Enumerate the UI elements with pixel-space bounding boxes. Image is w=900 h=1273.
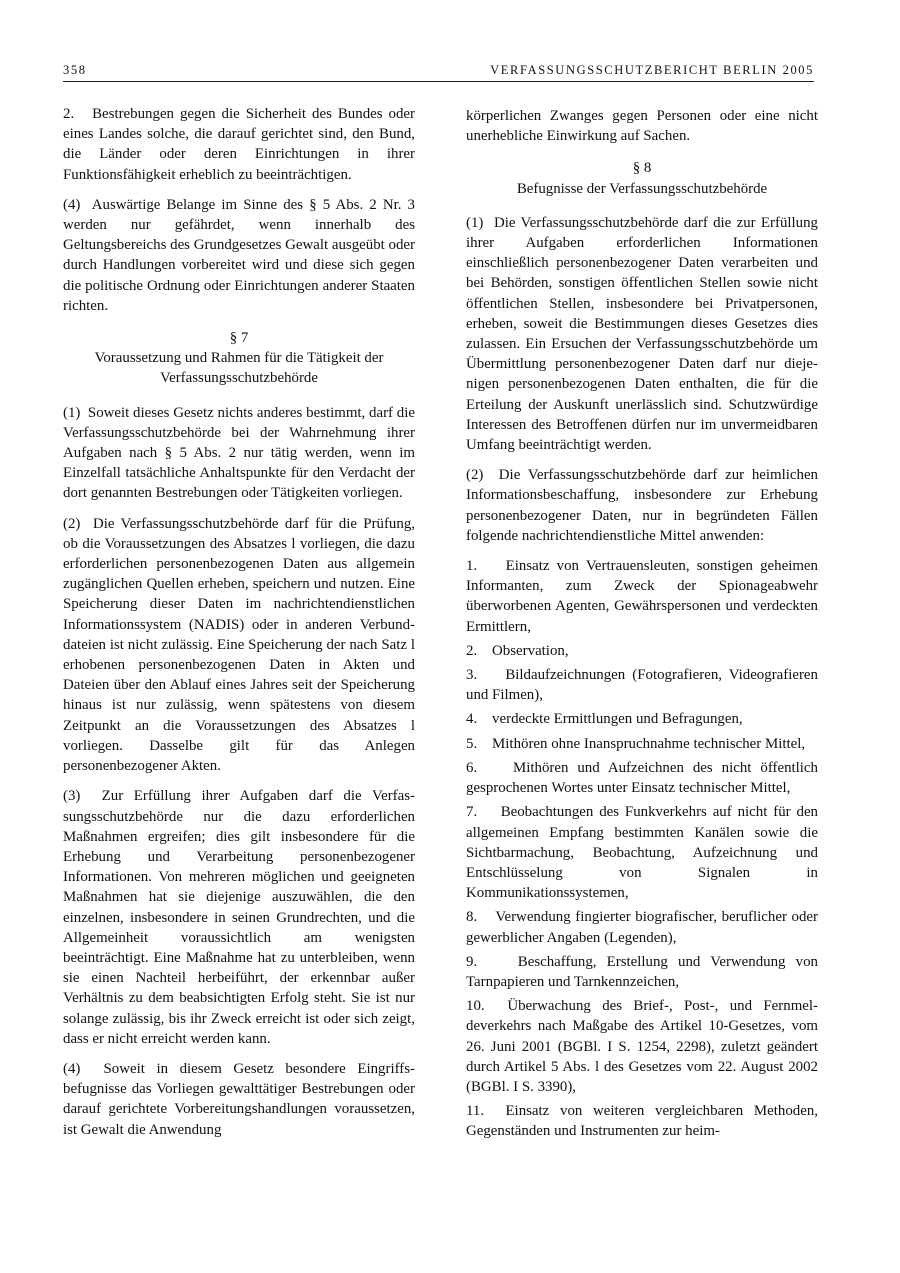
list-item: 7. Beobachtungen des Funkverkehrs auf nicht für den allgemeinen Empfang bestimmten Kanälen sowie die Sichtbarmachung, Beobachtung, Aufzeichnung und Entschlüsselung von Signalen in Kommunikationssystemen, [466, 804, 818, 902]
paragraph-continuation: körperlichen Zwanges gegen Personen oder eine nicht unerhebliche Einwirkung auf Sachen. [466, 108, 818, 145]
section-8-heading [466, 158, 818, 198]
section-7-heading [63, 328, 415, 389]
running-title: VERFASSUNGSSCHUTZBERICHT BERLIN 2005 [490, 63, 814, 77]
paragraph-8-2: (2) Die Verfassungsschutzbehörde darf zur heimlichen Informationsbeschaffung, insbesondere zur Erhebung personenbezogener Daten, nur in begründeten Fällen folgende nachrichtendienstliche Mittel anwenden: [466, 467, 818, 544]
paragraph-7-3: (3) Zur Erfüllung ihrer Aufgaben darf die Verfassungsschutzbehörde nur die dazu erforderlichen Maßnahmen ergreifen; dies gilt insbesondere für die Erhebung und Verarbeitung personenbezogener Informationen. Von mehreren möglichen und geeigneten Maßnahmen hat sie diejenige auszuwählen, die den einzelnen, insbesondere in seinen Grundrechten, und die Allgemeinheit voraussichtlich am wenigsten beeinträchtigt. Eine Maßnahme hat zu unterbleiben, wenn sie einen Nachteil herbeiführt, der erkennbar außer Verhältnis zu dem beabsichtigten Erfolg steht. Sie ist nur solange zulässig, bis ihr Zweck erreicht ist oder sich zeigt, dass er nicht erreicht werden kann. [63, 788, 415, 1047]
list-item: 8. Verwendung fingierter biografischer, beruflicher oder gewerblicher Angaben (Legenden), [466, 909, 818, 946]
list-item: 2. Observation, [466, 642, 569, 659]
section-8-title: Befugnisse der Verfassungsschutzbehörde [516, 180, 768, 197]
list-item: 1. Einsatz von Vertrauensleuten, sonstigen geheimen Informanten, zum Zweck der Spionageabwehr überworbenen Agenten, Gewährspersonen und verdeckten Ermittlern, [466, 558, 818, 635]
list-item: 5. Mithören ohne Inanspruchnahme technischer Mittel, [466, 735, 806, 752]
section-8-number: § 8 [632, 160, 652, 177]
paragraph-8-1: (1) Die Verfassungsschutzbehörde darf die zur Erfüllung ihrer Aufgaben erforderlichen Informationen einschließlich personenbezogener Daten verarbeiten und bei Behörden, sonstigen öffentlichen Stellen sowie nicht öffentlichen Stellen, insbesondere bei Privatpersonen, erheben, soweit die Bestimmungen dieses Gesetzes dies zulassen. Ein Ersuchen der Verfassungsschutzbehörde um Übermittlung personenbezogener Daten darf nur diejenigen personenbezogenen Daten enthalten, die für die Erteilung der Auskunft unerlässlich sind. Schutzwürdige Interessen des Betroffenen dürfen nur im unvermeidbaren Umfang beeinträchtigt werden. [466, 214, 818, 454]
section-7-number: § 7 [229, 330, 249, 347]
paragraph-7-1: (1) Soweit dieses Gesetz nichts anderes bestimmt, darf die Verfassungsschutzbehörde bei der Wahrnehmung ihrer Aufgaben nach § 5 Abs. 2 nur tätig werden, wenn im Einzelfall tatsächliche Anhaltspunkte für den Verdacht der dort genannten Bestrebungen oder Tätigkeiten vorliegen. [63, 404, 415, 502]
paragraph-7-4: (4) Soweit in diesem Gesetz besondere Eingriffsbefugnisse das Vorliegen gewalttätiger Bestrebungen oder darauf gerichtete Vorbereitungshandlungen voraussetzen, ist Gewalt die Anwendung [63, 1060, 415, 1138]
list-item: 9. Beschaffung, Erstellung und Verwendung von Tarnpapieren und Tarnkennzeichen, [466, 953, 818, 990]
right-column [466, 106, 818, 1146]
page-number: 358 [63, 63, 87, 77]
list-item: 6. Mithören und Aufzeichnen des nicht öffentlich gesprochenen Wortes unter Einsatz technischer Mittel, [466, 759, 818, 797]
list-item: 11. Einsatz von weiteren vergleichbaren Methoden, Gegenständen und Instrumenten zur heim- [466, 1103, 818, 1140]
left-column [63, 104, 415, 1150]
paragraph-item-2: 2. Bestrebungen gegen die Sicherheit des Bundes oder eines Landes solche, die darauf gerichtet sind, den Bund, die Länder oder deren Einrichtungen in ihrer Funktionsfähigkeit erheblich zu beeinträchtigen. [63, 106, 415, 183]
list-item: 4. verdeckte Ermittlungen und Befragungen, [466, 711, 743, 728]
paragraph-6-4: (4) Auswärtige Belange im Sinne des § 5 Abs. 2 Nr. 3 werden nur gefährdet, wenn innerhalb des Geltungsbereichs des Grundgesetzes Gewalt ausgeübt oder durch Handlungen vorbereitet wird und diese sich gegen die politische Ordnung oder Einrichtungen anderer Staaten richten. [63, 196, 415, 314]
running-header [63, 61, 814, 82]
list-item: 10. Überwachung des Brief-, Post-, und Fernmeldeverkehrs nach Maßgabe des Artikel 10-Gesetzes, vom 26. Juni 2001 (BGBl. I S. 1254, 2298), zuletzt geändert durch Artikel 5 Abs. l des Gesetzes vom 22. August 2002 (BGBl. I S. 3390), [466, 998, 818, 1095]
paragraph-7-2: (2) Die Verfassungsschutzbehörde darf für die Prüfung, ob die Voraussetzungen des Absatzes l vorliegen, die dazu erforderlichen personenbezogenen Daten aus allgemein zugänglichen Quellen erheben, speichern und nutzen. Eine Speicherung dieser Daten im nachrichtendienstlichen Informationssystem (NADIS) oder in anderen Verbunddateien ist nicht zulässig. Eine Speicherung der nach Satz l erhobenen personenbezogenen Daten in Akten und Dateien über den Ablauf eines Jahres seit der Speicherung hinaus ist nur zulässig, wenn spätestens von diesem Zeitpunkt an die Voraussetzungen des Absatzes l vorliegen. Dasselbe gilt für das Anlegen personenbezogener Akten. [63, 515, 415, 775]
list-item: 3. Bildaufzeichnungen (Fotografieren, Videografieren und Filmen), [466, 667, 818, 704]
section-7-title: Voraussetzung und Rahmen für die Tätigkeit der Verfassungsschutzbehörde [94, 350, 384, 387]
